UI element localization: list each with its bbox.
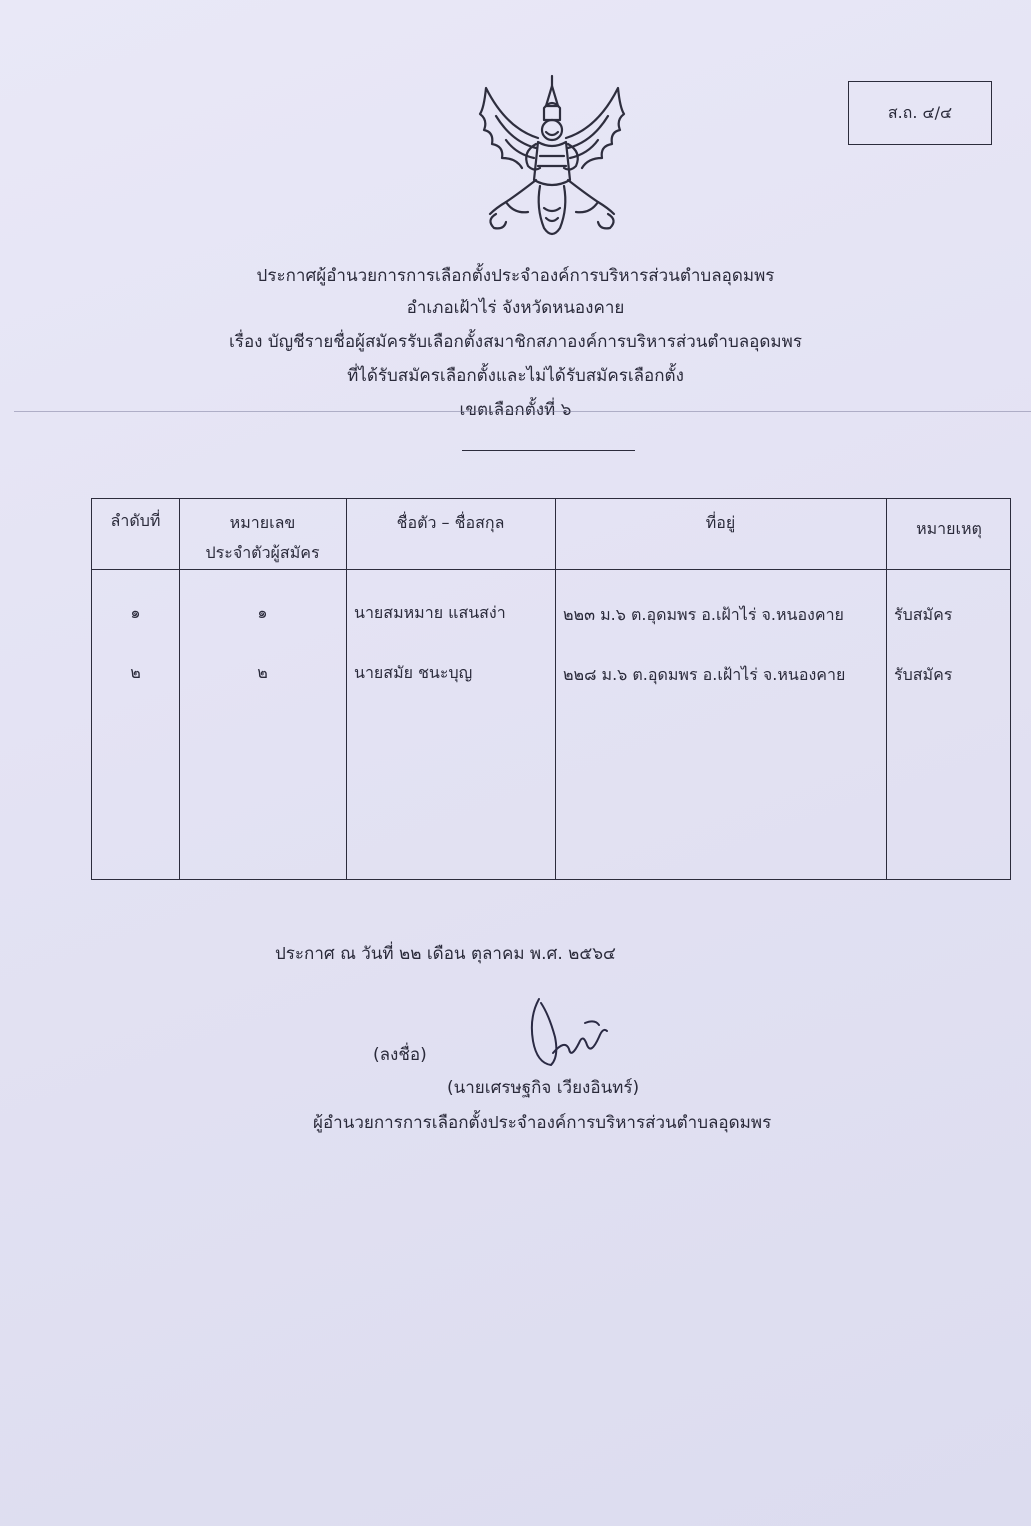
- col-divider: [886, 499, 887, 879]
- header-line-2: อำเภอเฝ้าไร่ จังหวัดหนองคาย: [406, 298, 625, 318]
- cell-order: ๒: [130, 663, 141, 682]
- announcement-date: ประกาศ ณ วันที่ ๒๒ เดือน ตุลาคม พ.ศ. ๒๕๖๔: [275, 944, 616, 964]
- col-divider: [555, 499, 556, 879]
- cell-number: ๑: [257, 603, 268, 622]
- header-number-line2: ประจำตัวผู้สมัคร: [205, 543, 320, 562]
- title-underline: [462, 450, 635, 451]
- cell-name: นายสมหมาย แสนสง่า: [354, 603, 506, 622]
- cell-address: ๒๒๓ ม.๖ ต.อุดมพร อ.เฝ้าไร่ จ.หนองคาย: [563, 605, 844, 624]
- header-number-line1: หมายเลข: [229, 513, 296, 532]
- header-district: เขตเลือกตั้งที่ ๖: [459, 400, 572, 420]
- handwritten-signature: [525, 993, 610, 1075]
- cell-remark: รับสมัคร: [894, 665, 953, 684]
- form-code: ส.ถ. ๔/๔: [887, 102, 953, 122]
- form-code-box: [848, 81, 992, 145]
- cell-remark: รับสมัคร: [894, 605, 953, 624]
- cell-number: ๒: [257, 663, 268, 682]
- header-name: ชื่อตัว – ชื่อสกุล: [396, 513, 505, 532]
- header-remark: หมายเหตุ: [916, 519, 982, 538]
- signer-title: ผู้อำนวยการการเลือกตั้งประจำองค์การบริหารส่วนตำบลอุดมพร: [313, 1113, 772, 1133]
- header-order: ลำดับที่: [110, 511, 161, 530]
- signer-name: (นายเศรษฐกิจ เวียงอินทร์): [447, 1078, 640, 1098]
- header-divider: [92, 569, 1010, 570]
- candidate-table: [91, 498, 1011, 880]
- header-address: ที่อยู่: [705, 513, 736, 532]
- header-line-4: ที่ได้รับสมัครเลือกตั้งและไม่ได้รับสมัครเลือกตั้ง: [347, 366, 684, 386]
- garuda-emblem-icon: [466, 68, 638, 248]
- cell-address: ๒๒๘ ม.๖ ต.อุดมพร อ.เฝ้าไร่ จ.หนองคาย: [563, 665, 846, 684]
- header-subject: เรื่อง บัญชีรายชื่อผู้สมัครรับเลือกตั้งสมาชิกสภาองค์การบริหารส่วนตำบลอุดมพร: [229, 332, 802, 352]
- header-line-1: ประกาศผู้อำนวยการการเลือกตั้งประจำองค์การบริหารส่วนตำบลอุดมพร: [256, 266, 775, 286]
- paper-fold-line: [14, 411, 1031, 412]
- sign-label: (ลงชื่อ): [373, 1045, 427, 1065]
- cell-order: ๑: [130, 603, 141, 622]
- col-divider: [346, 499, 347, 879]
- cell-name: นายสมัย ชนะบุญ: [354, 663, 473, 682]
